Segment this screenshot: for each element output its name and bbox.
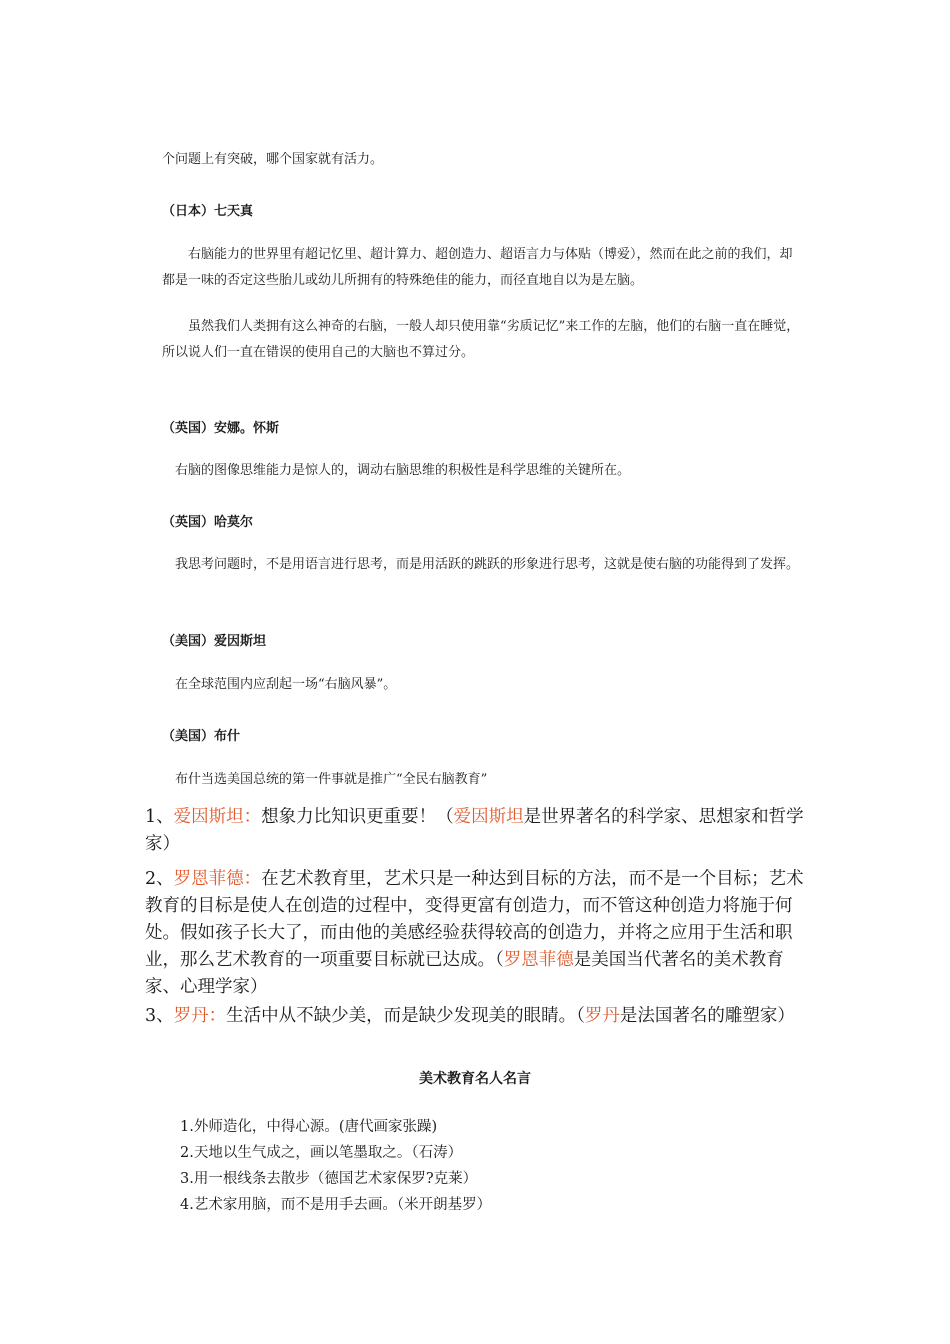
section-title: 美术教育名人名言 [419, 1071, 531, 1087]
author-heading-japan: （日本）七天真 [162, 204, 254, 219]
quote-author: 罗恩菲德： [173, 869, 262, 889]
quote-number: 3、 [145, 1006, 174, 1026]
author-heading-hamor: （英国）哈莫尔 [162, 515, 254, 530]
quote-author-desc: 是美国当代著名的美术教育家、心理学家） [145, 950, 784, 997]
quote-rodin [145, 1003, 810, 1030]
quote-einstein [145, 804, 810, 858]
quote-text: 生活中从不缺少美，而是缺少发现美的眼睛。（ [226, 1006, 585, 1026]
quote-lowenfeld [145, 866, 810, 1001]
quote-text: 想象力比知识更重要！（ [261, 807, 454, 827]
author-heading-bush: （美国）布什 [162, 729, 241, 744]
quote-list [180, 1114, 491, 1218]
author-heading-einstein: （美国）爱因斯坦 [162, 634, 267, 649]
author-heading-anna-wise: （英国）安娜。怀斯 [162, 421, 280, 436]
quote-author-desc: 是法国著名的雕塑家） [619, 1006, 795, 1026]
paragraph-bush-education: 布什当选美国总统的第一件事就是推广“全民右脑教育” [175, 772, 488, 787]
quote-author-ref: 罗恩菲德 [503, 950, 574, 970]
list-item: 4.艺术家用脑，而不是用手去画。（米开朗基罗） [180, 1197, 492, 1213]
quote-author-ref: 爱因斯坦 [453, 807, 524, 827]
list-item: 2.天地以生气成之，画以笔墨取之。（石涛） [180, 1145, 463, 1161]
paragraph-brain-storm: 在全球范围内应刮起一场“右脑风暴”。 [175, 677, 397, 692]
paragraph-right-brain-abilities: 右脑能力的世界里有超记忆里、超计算力、超创造力、超语言力与体贴（博爱），然而在此之前的我们，却都是一味的否定这些胎儿或幼儿所拥有的特殊绝佳的能力，而径直地自以为是左脑。 [162, 247, 793, 288]
paragraph-thinking-images: 我思考问题时，不是用语言进行思考，而是用活跃的跳跃的形象进行思考，这就是使右脑的功能得到了发挥。 [175, 557, 800, 572]
quote-author: 爱因斯坦： [173, 807, 262, 827]
paragraph-intro: 个问题上有突破，哪个国家就有活力。 [162, 152, 384, 167]
quote-author-desc: 是世界著名的科学家、思想家和哲学家） [145, 807, 804, 854]
quote-author-ref: 罗丹 [584, 1006, 620, 1026]
quote-number: 1、 [145, 807, 174, 827]
quote-author: 罗丹： [173, 1006, 227, 1026]
paragraph-right-brain-sleeping: 虽然我们人类拥有这么神奇的右脑，一般人却只使用靠“劣质记忆”来工作的左脑，他们的右脑一直在睡觉，所以说人们一直在错误的使用自己的大脑也不算过分。 [162, 319, 800, 360]
list-item: 3.用一根线条去散步（德国艺术家保罗?克莱） [180, 1171, 478, 1187]
list-item: 1.外师造化，中得心源。(唐代画家张躁) [180, 1119, 438, 1135]
paragraph-image-thinking: 右脑的图像思维能力是惊人的，调动右脑思维的积极性是科学思维的关键所在。 [175, 463, 631, 478]
quote-number: 2、 [145, 869, 174, 889]
quote-text: 在艺术教育里，艺术只是一种达到目标的方法，而不是一个目标；艺术教育的目标是使人在创造的过程中，变得更富有创造力，而不管这种创造力将施于何处。假如孩子长大了，而由他的美感经验获得较高的创造力，并将之应用于生活和职业，那么艺术教育的一项重要目标就已达成。（ [145, 869, 804, 970]
